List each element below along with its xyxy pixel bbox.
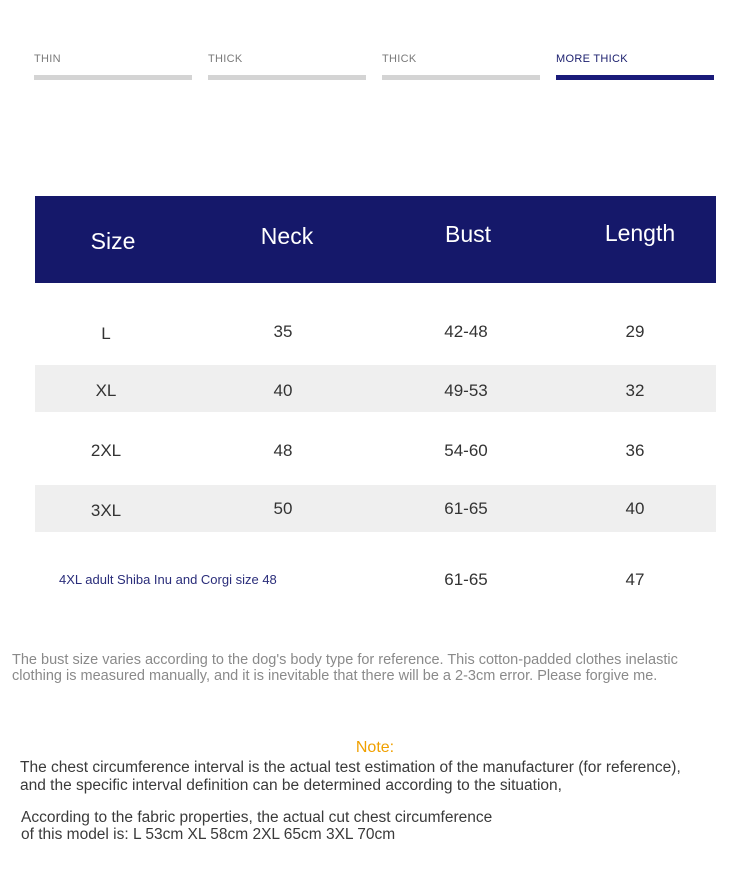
cell-length: 47: [625, 570, 645, 589]
note-title: Note:: [355, 739, 395, 756]
note-line: and the specific interval definition can be determined according to the situation,: [20, 777, 562, 794]
thickness-bar: [34, 75, 192, 80]
thickness-level-thick-2: [382, 52, 540, 80]
note-line: The chest circumference interval is the actual test estimation of the manufacturer (for reference),: [20, 759, 681, 776]
cell-length: 32: [625, 381, 645, 400]
cell-neck: 48: [273, 441, 293, 460]
thickness-bar-active: [556, 75, 714, 80]
thickness-bar: [208, 75, 366, 80]
note-line: According to the fabric properties, the actual cut chest circumference: [21, 809, 493, 826]
disclaimer-line-2: clothing is measured manually, and it is inevitable that there will be a 2-3cm error. Please forgive me.: [12, 668, 658, 684]
cell-size: 3XL: [90, 501, 122, 520]
cell-bust: 61-65: [444, 570, 488, 589]
cell-length: 36: [625, 441, 645, 460]
cell-size: L: [101, 324, 111, 343]
thickness-label: THICK: [382, 53, 417, 65]
table-row: [35, 485, 716, 532]
cell-neck: 35: [273, 322, 293, 341]
cell-length: 29: [625, 322, 645, 341]
cell-bust: 42-48: [444, 322, 488, 341]
thickness-label: THIN: [34, 53, 61, 65]
measurement-disclaimer: [12, 652, 750, 684]
note-line: of this model is: L 53cm XL 58cm 2XL 65cm 3XL 70cm: [21, 826, 396, 843]
note-paragraph-1: [20, 759, 750, 795]
cell-neck: 40: [273, 381, 293, 400]
thickness-bar: [382, 75, 540, 80]
cell-bust: 49-53: [444, 381, 488, 400]
table-row: [35, 365, 716, 412]
cell-bust: 61-65: [444, 499, 488, 518]
thickness-level-more-thick: [556, 52, 714, 80]
thickness-indicator: [34, 52, 715, 82]
table-row: [35, 556, 716, 603]
disclaimer-line-1: The bust size varies according to the dog's body type for reference. This cotton-padded clothes inelastic: [12, 652, 678, 668]
size-chart-table: [35, 196, 716, 589]
cell-length: 40: [625, 499, 645, 518]
header-neck: Neck: [260, 223, 314, 249]
cell-size-note: 4XL adult Shiba Inu and Corgi size 48: [59, 572, 277, 587]
table-header: [35, 196, 716, 283]
cell-bust: 54-60: [444, 441, 488, 460]
thickness-level-thin: [34, 52, 192, 80]
table-row: [35, 425, 716, 472]
table-row: [35, 308, 716, 355]
header-size: Size: [90, 228, 136, 254]
note-paragraph-2: [21, 809, 621, 843]
header-length: Length: [604, 220, 676, 246]
cell-size: 2XL: [90, 441, 122, 460]
thickness-label: MORE THICK: [556, 53, 628, 65]
cell-neck: 50: [273, 499, 293, 518]
thickness-label: THICK: [208, 53, 243, 65]
thickness-level-thick-1: [208, 52, 366, 80]
cell-size: XL: [95, 381, 117, 400]
header-bust: Bust: [444, 221, 492, 247]
